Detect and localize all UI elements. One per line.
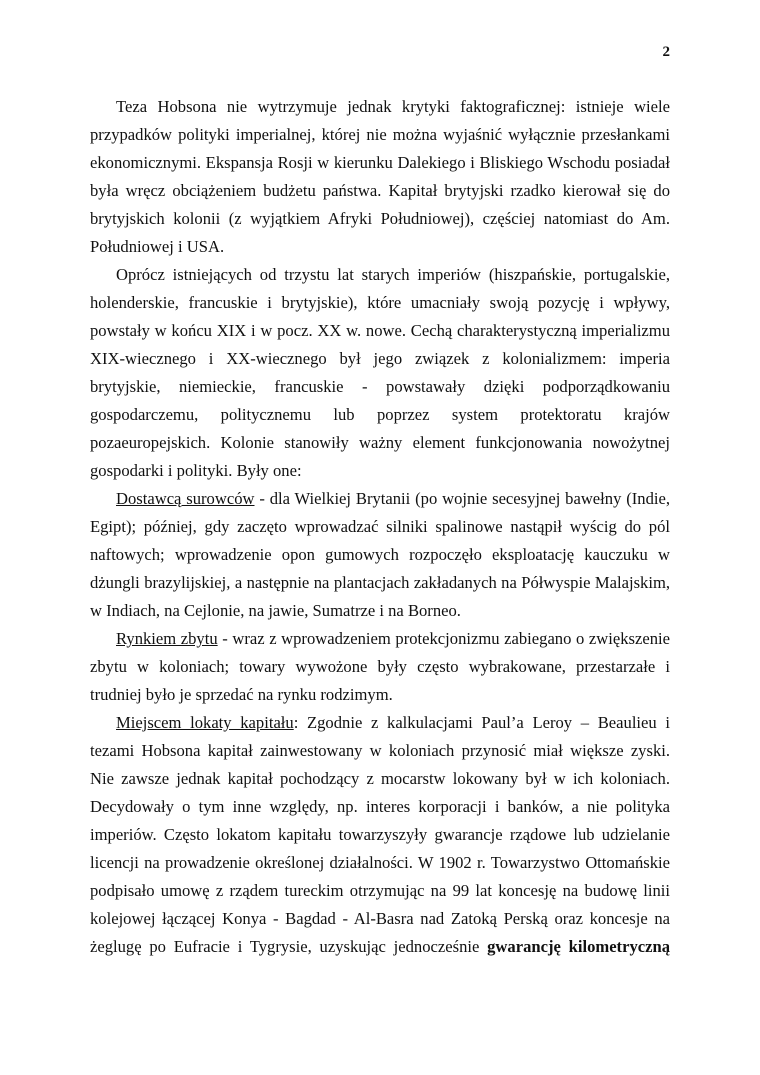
text-line: Południowej i USA. xyxy=(90,237,225,256)
text-line: pozaeuropejskich. Kolonie stanowiły ważny element funkcjonowania nowożytnej xyxy=(90,433,670,452)
bold-term: gwarancję kilometryczną xyxy=(487,937,670,956)
page-number: 2 xyxy=(662,44,670,60)
text-line: XIX-wiecznego i XX-wiecznego był jego związek z kolonializmem: imperia xyxy=(90,349,670,368)
underlined-term: Rynkiem zbytu xyxy=(116,629,218,648)
line-rest: - dla Wielkiej Brytanii (po wojnie secesyjnej bawełny (Indie, xyxy=(254,489,670,508)
text-line: tezami Hobsona kapitał zainwestowany w koloniach przynosić miał większe zyski. xyxy=(90,741,670,760)
text-line: brytyjskich kolonii (z wyjątkiem Afryki Południowej), częściej natomiast do Am. xyxy=(90,209,670,228)
line-rest: żeglugę po Eufracie i Tygrysie, uzyskując jednocześnie xyxy=(90,937,488,956)
line-rest: : Zgodnie z kalkulacjami Paul’a Leroy – Beaulieu i xyxy=(293,713,670,732)
text-line: Oprócz istniejących od trzystu lat starych imperiów (hiszpańskie, portugalskie, xyxy=(116,265,670,284)
line-rest: - wraz z wprowadzeniem protekcjonizmu zabiegano o zwiększenie xyxy=(217,629,670,648)
text-line xyxy=(90,937,670,957)
text-line: naftowych; wprowadzenie opon gumowych rozpoczęło eksploatację kauczuku w xyxy=(90,545,670,564)
text-line: Decydowały o tym inne względy, np. interes korporacji i banków, a nie polityka xyxy=(90,797,670,816)
text-line: podpisało umowę z rządem tureckim otrzymując na 99 lat koncesję na budowę linii xyxy=(90,881,670,900)
text-line: powstały w końcu XIX i w pocz. XX w. nowe. Cechą charakterystyczną imperializmu xyxy=(90,321,670,340)
text-line: dżungli brazylijskiej, a następnie na plantacjach zakładanych na Półwyspie Malajskim, xyxy=(90,573,670,592)
text-line: holenderskie, francuskie i brytyjskie), które umacniały swoją pozycję i wpływy, xyxy=(90,293,670,312)
text-line: kolejowej łączącej Konya - Bagdad - Al-Basra nad Zatoką Perską oraz koncesje na xyxy=(90,909,670,928)
text-line: Egipt); później, gdy zaczęto wprowadzać silniki spalinowe nastąpił wyścig do pól xyxy=(90,517,670,536)
text-line: w Indiach, na Cejlonie, na jawie, Sumatrze i na Borneo. xyxy=(90,601,461,620)
text-line: ekonomicznymi. Ekspansja Rosji w kierunku Dalekiego i Bliskiego Wschodu posiadał xyxy=(90,153,670,172)
underlined-term: Dostawcą surowców xyxy=(116,489,255,508)
text-line xyxy=(116,713,670,733)
text-line: licencji na prowadzenie określonej działalności. W 1902 r. Towarzystwo Ottomańskie xyxy=(90,853,670,872)
text-line xyxy=(116,629,670,649)
text-line: przypadków polityki imperialnej, której nie można wyjaśnić wyłącznie przesłankami xyxy=(90,125,670,144)
text-line: Nie zawsze jednak kapitał pochodzący z mocarstw lokowany był w ich koloniach. xyxy=(90,769,670,788)
underlined-term: Miejscem lokaty kapitału xyxy=(116,713,294,732)
text-line: imperiów. Często lokatom kapitału towarzyszyły gwarancje rządowe lub udzielanie xyxy=(90,825,670,844)
text-line xyxy=(116,489,670,509)
text-line: zbytu w koloniach; towary wywożone były często wybrakowane, przestarzałe i xyxy=(90,657,670,676)
text-line: gospodarki i polityki. Były one: xyxy=(90,461,302,480)
text-line: była wręcz obciążeniem budżetu państwa. Kapitał brytyjski rzadko kierował się do xyxy=(90,181,670,200)
text-line: brytyjskie, niemieckie, francuskie - powstawały dzięki podporządkowaniu xyxy=(90,377,670,396)
text-line: gospodarczemu, politycznemu lub poprzez system protektoratu krajów xyxy=(90,405,670,424)
text-line: Teza Hobsona nie wytrzymuje jednak krytyki faktograficznej: istnieje wiele xyxy=(116,97,670,116)
text-line: trudniej było je sprzedać na rynku rodzimym. xyxy=(90,685,393,704)
